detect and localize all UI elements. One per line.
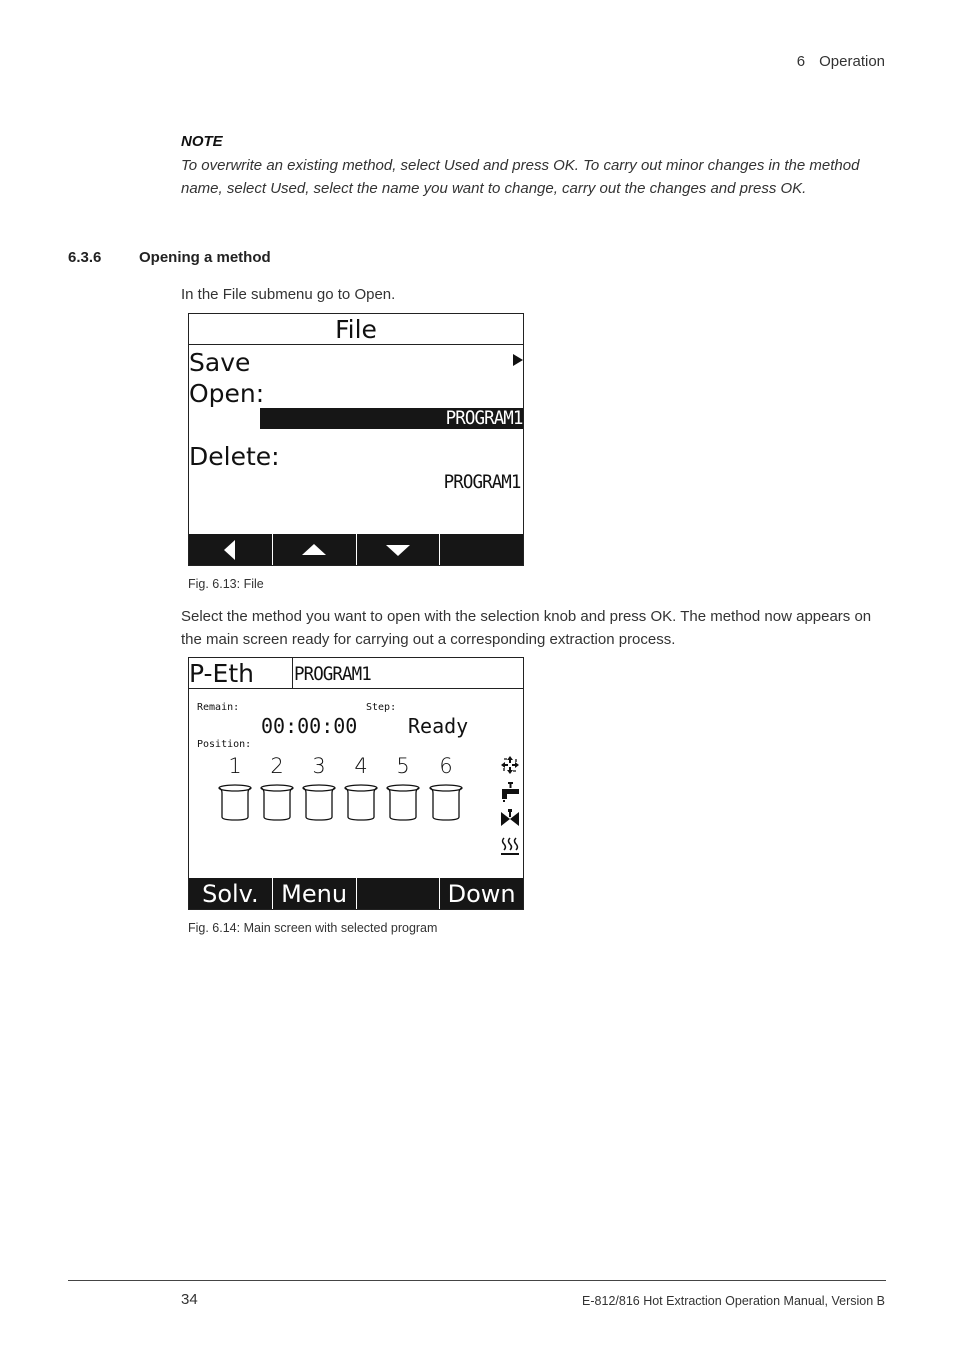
main-screen <box>188 657 524 910</box>
footer-divider <box>68 1280 886 1281</box>
softkey-bar <box>189 534 523 565</box>
heating-icon <box>499 836 521 858</box>
valve-icon <box>499 808 521 830</box>
section-number: 6.3.6 <box>68 249 102 266</box>
figure2-caption: Fig. 6.14: Main screen with selected program <box>188 921 438 935</box>
open-value-highlight[interactable] <box>260 408 524 429</box>
menu-item-open[interactable]: Open: <box>189 379 265 408</box>
file-screen <box>188 313 524 566</box>
step-value: Ready <box>408 714 469 738</box>
beaker-icon <box>429 784 463 822</box>
position-number: 5 <box>396 754 410 778</box>
remain-label: Remain: <box>197 702 240 713</box>
program-name: PROGRAM1 <box>294 663 371 685</box>
screen-title: File <box>335 315 377 344</box>
up-arrow-icon <box>302 543 326 557</box>
beaker-icon <box>344 784 378 822</box>
note-body: To overwrite an existing method, select Used and press OK. To carry out minor changes in the method name, select Used, select the name you want to change, carry out the changes and press OK. <box>181 157 860 197</box>
page-header <box>797 53 885 70</box>
chapter-title: Operation <box>819 53 885 70</box>
intro-paragraph: In the File submenu go to Open. <box>181 286 396 303</box>
beaker-icon <box>260 784 294 822</box>
softkey-bar <box>189 878 523 909</box>
figure1-caption: Fig. 6.13: File <box>188 577 264 591</box>
position-number: 2 <box>270 754 284 778</box>
menu-item-save[interactable]: Save <box>189 348 251 377</box>
open-program-value: PROGRAM1 <box>446 407 523 429</box>
beaker-icon <box>218 784 252 822</box>
remain-value: 00:00:00 <box>261 714 358 738</box>
delete-program-value: PROGRAM1 <box>444 471 521 493</box>
softkey-back[interactable] <box>189 534 272 565</box>
softkey-menu[interactable]: Menu <box>272 878 356 909</box>
rotate-arrows-icon <box>499 754 521 776</box>
position-number: 3 <box>312 754 326 778</box>
step-label: Step: <box>366 702 397 713</box>
softkey-empty[interactable] <box>439 534 523 565</box>
menu-item-delete[interactable]: Delete: <box>189 442 280 471</box>
beaker-icon <box>302 784 336 822</box>
position-number: 1 <box>228 754 242 778</box>
back-arrow-icon <box>223 540 237 560</box>
section-title: Opening a method <box>139 249 271 266</box>
softkey-up[interactable] <box>272 534 356 565</box>
position-label: Position: <box>197 739 252 750</box>
beaker-icon <box>386 784 420 822</box>
down-arrow-icon <box>386 543 410 557</box>
chapter-number: 6 <box>796 53 806 70</box>
submenu-arrow-icon <box>513 354 523 366</box>
select-paragraph: Select the method you want to open with the selection knob and press OK. The method now appears on the main screen ready for carrying out a corresponding extraction process. <box>181 608 872 648</box>
document-title: E-812/816 Hot Extraction Operation Manual, Version B <box>582 1294 885 1308</box>
note-title: NOTE <box>181 133 223 150</box>
tap-icon <box>499 781 521 803</box>
softkey-down[interactable] <box>356 534 440 565</box>
page-number: 34 <box>181 1291 198 1308</box>
position-number: 4 <box>354 754 368 778</box>
position-number: 6 <box>439 754 453 778</box>
softkey-down[interactable]: Down <box>439 878 523 909</box>
softkey-solvent[interactable]: Solv. <box>202 879 259 908</box>
solvent-label: P-Eth <box>189 659 254 688</box>
softkey-empty[interactable] <box>356 878 440 909</box>
